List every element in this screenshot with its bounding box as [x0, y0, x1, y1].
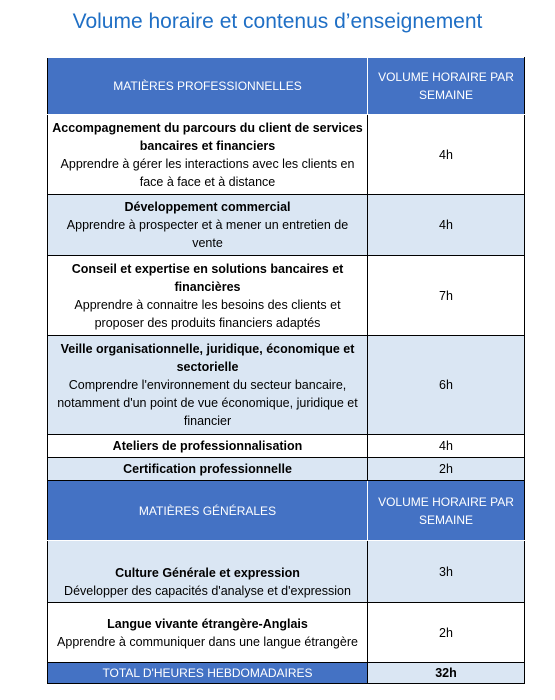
subject-cell — [48, 435, 368, 458]
hours-cell: 3h — [368, 541, 525, 603]
subject-cell — [48, 336, 368, 435]
curriculum-table — [47, 57, 525, 684]
subject-title: Culture Générale et expression — [115, 566, 300, 580]
subject-cell — [48, 541, 368, 603]
subject-title: Certification professionnelle — [123, 462, 292, 476]
subject-description: Apprendre à communiquer dans une langue étrangère — [57, 634, 358, 649]
total-label: TOTAL D'HEURES HEBDOMADAIRES — [48, 663, 368, 684]
table-row — [48, 458, 525, 481]
table-row — [48, 435, 525, 458]
table-row — [48, 256, 525, 336]
subject-title: Développement commercial — [124, 200, 291, 214]
table-row — [48, 115, 525, 195]
subject-cell — [48, 603, 368, 663]
subject-title: Ateliers de professionnalisation — [112, 439, 303, 453]
hours-cell: 4h — [368, 195, 525, 256]
subject-title: Conseil et expertise en solutions bancaires et financières — [71, 261, 344, 294]
subject-description: Comprendre l'environnement du secteur bancaire, notamment d'un point de vue économique, juridique et financier — [57, 378, 358, 428]
subject-cell — [48, 195, 368, 256]
section-header: MATIÈRES GÉNÉRALES — [48, 481, 368, 541]
subject-cell — [48, 256, 368, 336]
subject-cell — [48, 458, 368, 481]
subject-description: Apprendre à prospecter et à mener un entretien de vente — [66, 218, 349, 250]
page-title: Volume horaire et contenus d’enseignement — [72, 10, 483, 33]
hours-header: VOLUME HORAIRE PAR SEMAINE — [368, 58, 525, 115]
hours-cell: 6h — [368, 336, 525, 435]
hours-header: VOLUME HORAIRE PAR SEMAINE — [368, 481, 525, 541]
subject-description: Développer des capacités d'analyse et d'expression — [64, 584, 351, 598]
subject-title: Langue vivante étrangère-Anglais — [107, 616, 308, 631]
hours-cell: 4h — [368, 115, 525, 195]
hours-cell: 2h — [368, 603, 525, 663]
table-row — [48, 336, 525, 435]
subject-title: Veille organisationnelle, juridique, économique et sectorielle — [60, 342, 355, 374]
section-header-row — [48, 481, 525, 541]
hours-cell: 2h — [368, 458, 525, 481]
table-row — [48, 541, 525, 603]
subject-cell — [48, 115, 368, 195]
total-value: 32h — [368, 663, 525, 684]
subject-title: Accompagnement du parcours du client de services bancaires et financiers — [52, 120, 363, 153]
subject-description: Apprendre à gérer les interactions avec les clients en face à face et à distance — [60, 156, 355, 189]
total-row — [48, 663, 525, 684]
table-row — [48, 603, 525, 663]
section-header: MATIÈRES PROFESSIONNELLES — [48, 58, 368, 115]
subject-description: Apprendre à connaitre les besoins des clients et proposer des produits financiers adaptés — [74, 297, 341, 330]
hours-cell: 7h — [368, 256, 525, 336]
hours-cell: 4h — [368, 435, 525, 458]
section-header-row — [48, 58, 525, 115]
table-row — [48, 195, 525, 256]
